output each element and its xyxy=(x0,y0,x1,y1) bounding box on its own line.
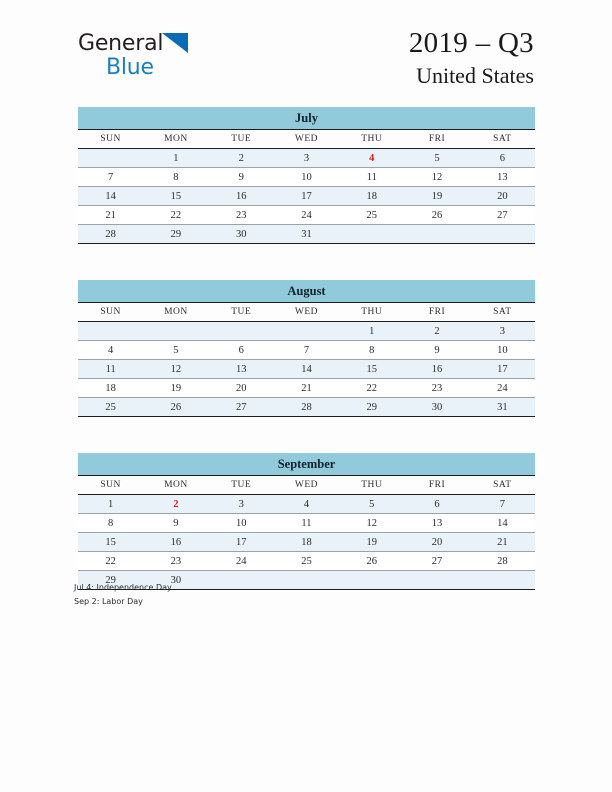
day-cell[interactable]: 26 xyxy=(339,552,404,571)
day-cell[interactable]: 16 xyxy=(143,533,208,552)
week-row xyxy=(78,533,535,552)
weekday-header-sat: SAT xyxy=(470,130,535,149)
day-cell[interactable]: 12 xyxy=(339,514,404,533)
day-cell[interactable]: 24 xyxy=(209,552,274,571)
day-cell[interactable]: 29 xyxy=(78,571,143,590)
day-cell[interactable]: 21 xyxy=(274,379,339,398)
weekday-header-wed: WED xyxy=(274,130,339,149)
logo-general-blue xyxy=(78,32,258,88)
weekday-header-fri: FRI xyxy=(404,130,469,149)
day-cell-empty xyxy=(143,322,208,341)
week-row xyxy=(78,379,535,398)
day-cell[interactable]: 23 xyxy=(143,552,208,571)
day-cell-empty xyxy=(404,225,469,244)
day-cell[interactable]: 25 xyxy=(339,206,404,225)
day-cell[interactable]: 21 xyxy=(78,206,143,225)
weekday-header-row xyxy=(78,303,535,322)
week-row xyxy=(78,398,535,417)
page-subtitle: United States xyxy=(416,63,534,88)
day-cell[interactable]: 4 xyxy=(78,341,143,360)
weekday-header-wed: WED xyxy=(274,476,339,495)
day-cell[interactable]: 23 xyxy=(404,379,469,398)
logo-top-row xyxy=(78,32,258,58)
day-cell[interactable]: 16 xyxy=(404,360,469,379)
day-cell-holiday[interactable]: 2 xyxy=(143,495,208,514)
day-cell[interactable]: 26 xyxy=(404,206,469,225)
day-cell[interactable]: 24 xyxy=(274,206,339,225)
day-cell[interactable]: 28 xyxy=(78,225,143,244)
day-cell[interactable]: 11 xyxy=(78,360,143,379)
calendar-months xyxy=(78,107,535,626)
day-cell[interactable]: 26 xyxy=(143,398,208,417)
day-cell[interactable]: 22 xyxy=(339,379,404,398)
weekday-header-fri: FRI xyxy=(404,303,469,322)
day-cell[interactable]: 30 xyxy=(143,571,208,590)
day-cell[interactable]: 10 xyxy=(274,168,339,187)
day-cell[interactable]: 10 xyxy=(470,341,535,360)
day-cell[interactable]: 27 xyxy=(404,552,469,571)
day-cell[interactable]: 7 xyxy=(274,341,339,360)
day-cell[interactable]: 29 xyxy=(339,398,404,417)
day-cell[interactable]: 4 xyxy=(274,495,339,514)
day-cell[interactable]: 30 xyxy=(404,398,469,417)
day-cell[interactable]: 6 xyxy=(470,149,535,168)
day-cell[interactable]: 5 xyxy=(143,341,208,360)
day-cell-empty xyxy=(78,149,143,168)
day-cell[interactable]: 18 xyxy=(78,379,143,398)
day-cell[interactable]: 19 xyxy=(339,533,404,552)
day-cell[interactable]: 20 xyxy=(470,187,535,206)
weekday-header-sun: SUN xyxy=(78,303,143,322)
day-cell[interactable]: 6 xyxy=(209,341,274,360)
day-cell[interactable]: 3 xyxy=(470,322,535,341)
holiday-notes xyxy=(74,581,494,609)
week-row xyxy=(78,149,535,168)
month-grid xyxy=(78,303,535,417)
week-row xyxy=(78,322,535,341)
day-cell[interactable]: 27 xyxy=(209,398,274,417)
page-header xyxy=(0,0,612,100)
weekday-header-sun: SUN xyxy=(78,130,143,149)
day-cell-empty xyxy=(470,225,535,244)
weekday-header-mon: MON xyxy=(143,130,208,149)
day-cell[interactable]: 18 xyxy=(339,187,404,206)
week-row xyxy=(78,552,535,571)
day-cell[interactable]: 9 xyxy=(209,168,274,187)
day-cell[interactable]: 15 xyxy=(78,533,143,552)
day-cell[interactable]: 31 xyxy=(470,398,535,417)
week-row xyxy=(78,187,535,206)
month-title: August xyxy=(78,280,535,303)
day-cell[interactable]: 13 xyxy=(470,168,535,187)
day-cell[interactable]: 9 xyxy=(143,514,208,533)
day-cell[interactable]: 24 xyxy=(470,379,535,398)
day-cell-empty xyxy=(78,322,143,341)
logo-word-general: General xyxy=(78,31,164,56)
weekday-header-sat: SAT xyxy=(470,476,535,495)
weekday-header-wed: WED xyxy=(274,303,339,322)
month-title: September xyxy=(78,453,535,476)
day-cell[interactable]: 10 xyxy=(209,514,274,533)
week-row xyxy=(78,341,535,360)
day-cell[interactable]: 16 xyxy=(209,187,274,206)
day-cell[interactable]: 14 xyxy=(470,514,535,533)
day-cell[interactable]: 29 xyxy=(143,225,208,244)
logo-word-blue: Blue xyxy=(106,55,154,80)
day-cell[interactable]: 6 xyxy=(404,495,469,514)
weekday-header-thu: THU xyxy=(339,476,404,495)
day-cell-holiday[interactable]: 4 xyxy=(339,149,404,168)
month-title: July xyxy=(78,107,535,130)
weekday-header-row xyxy=(78,476,535,495)
day-cell[interactable]: 18 xyxy=(274,533,339,552)
weekday-header-thu: THU xyxy=(339,130,404,149)
day-cell[interactable]: 8 xyxy=(339,341,404,360)
day-cell[interactable]: 7 xyxy=(78,168,143,187)
day-cell[interactable]: 1 xyxy=(143,149,208,168)
weekday-header-mon: MON xyxy=(143,303,208,322)
weekday-header-tue: TUE xyxy=(209,303,274,322)
day-cell[interactable]: 22 xyxy=(78,552,143,571)
weekday-header-tue: TUE xyxy=(209,130,274,149)
day-cell[interactable]: 23 xyxy=(209,206,274,225)
day-cell[interactable]: 28 xyxy=(274,398,339,417)
day-cell[interactable]: 25 xyxy=(78,398,143,417)
month-grid xyxy=(78,476,535,590)
day-cell[interactable]: 20 xyxy=(404,533,469,552)
day-cell-empty xyxy=(274,322,339,341)
page-title: 2019 – Q3 xyxy=(408,27,534,59)
logo-triangle-icon xyxy=(162,33,188,53)
week-row xyxy=(78,168,535,187)
day-cell[interactable]: 9 xyxy=(404,341,469,360)
day-cell[interactable]: 2 xyxy=(404,322,469,341)
day-cell[interactable]: 14 xyxy=(78,187,143,206)
day-cell[interactable]: 5 xyxy=(404,149,469,168)
month-grid xyxy=(78,130,535,244)
day-cell[interactable]: 19 xyxy=(143,379,208,398)
month-block xyxy=(78,280,535,417)
month-block xyxy=(78,453,535,590)
day-cell[interactable]: 15 xyxy=(339,360,404,379)
week-row xyxy=(78,514,535,533)
day-cell[interactable]: 1 xyxy=(78,495,143,514)
week-row xyxy=(78,495,535,514)
day-cell[interactable]: 17 xyxy=(209,533,274,552)
day-cell[interactable]: 12 xyxy=(143,360,208,379)
month-block xyxy=(78,107,535,244)
day-cell[interactable]: 8 xyxy=(143,168,208,187)
day-cell-empty xyxy=(209,322,274,341)
day-cell[interactable]: 3 xyxy=(274,149,339,168)
weekday-header-sun: SUN xyxy=(78,476,143,495)
day-cell[interactable]: 13 xyxy=(209,360,274,379)
holiday-note: Sep 2: Labor Day xyxy=(74,597,143,606)
weekday-header-sat: SAT xyxy=(470,303,535,322)
day-cell[interactable]: 11 xyxy=(339,168,404,187)
day-cell[interactable]: 20 xyxy=(209,379,274,398)
day-cell[interactable]: 28 xyxy=(470,552,535,571)
day-cell[interactable]: 22 xyxy=(143,206,208,225)
day-cell[interactable]: 15 xyxy=(143,187,208,206)
day-cell[interactable]: 1 xyxy=(339,322,404,341)
day-cell[interactable]: 8 xyxy=(78,514,143,533)
weekday-header-tue: TUE xyxy=(209,476,274,495)
weekday-header-fri: FRI xyxy=(404,476,469,495)
holiday-note: Jul 4: Independence Day xyxy=(74,583,172,592)
day-cell-empty xyxy=(339,225,404,244)
day-cell[interactable]: 21 xyxy=(470,533,535,552)
day-cell[interactable]: 2 xyxy=(209,149,274,168)
day-cell[interactable]: 17 xyxy=(470,360,535,379)
title-block xyxy=(409,26,534,90)
day-cell[interactable]: 11 xyxy=(274,514,339,533)
weekday-header-mon: MON xyxy=(143,476,208,495)
day-cell[interactable]: 3 xyxy=(209,495,274,514)
day-cell[interactable]: 30 xyxy=(209,225,274,244)
day-cell[interactable]: 12 xyxy=(404,168,469,187)
weekday-header-row xyxy=(78,130,535,149)
day-cell[interactable]: 5 xyxy=(339,495,404,514)
day-cell[interactable]: 19 xyxy=(404,187,469,206)
day-cell[interactable]: 31 xyxy=(274,225,339,244)
day-cell[interactable]: 14 xyxy=(274,360,339,379)
week-row xyxy=(78,206,535,225)
day-cell[interactable]: 7 xyxy=(470,495,535,514)
day-cell[interactable]: 27 xyxy=(470,206,535,225)
week-row xyxy=(78,360,535,379)
week-row xyxy=(78,225,535,244)
weekday-header-thu: THU xyxy=(339,303,404,322)
day-cell[interactable]: 13 xyxy=(404,514,469,533)
day-cell[interactable]: 25 xyxy=(274,552,339,571)
day-cell[interactable]: 17 xyxy=(274,187,339,206)
